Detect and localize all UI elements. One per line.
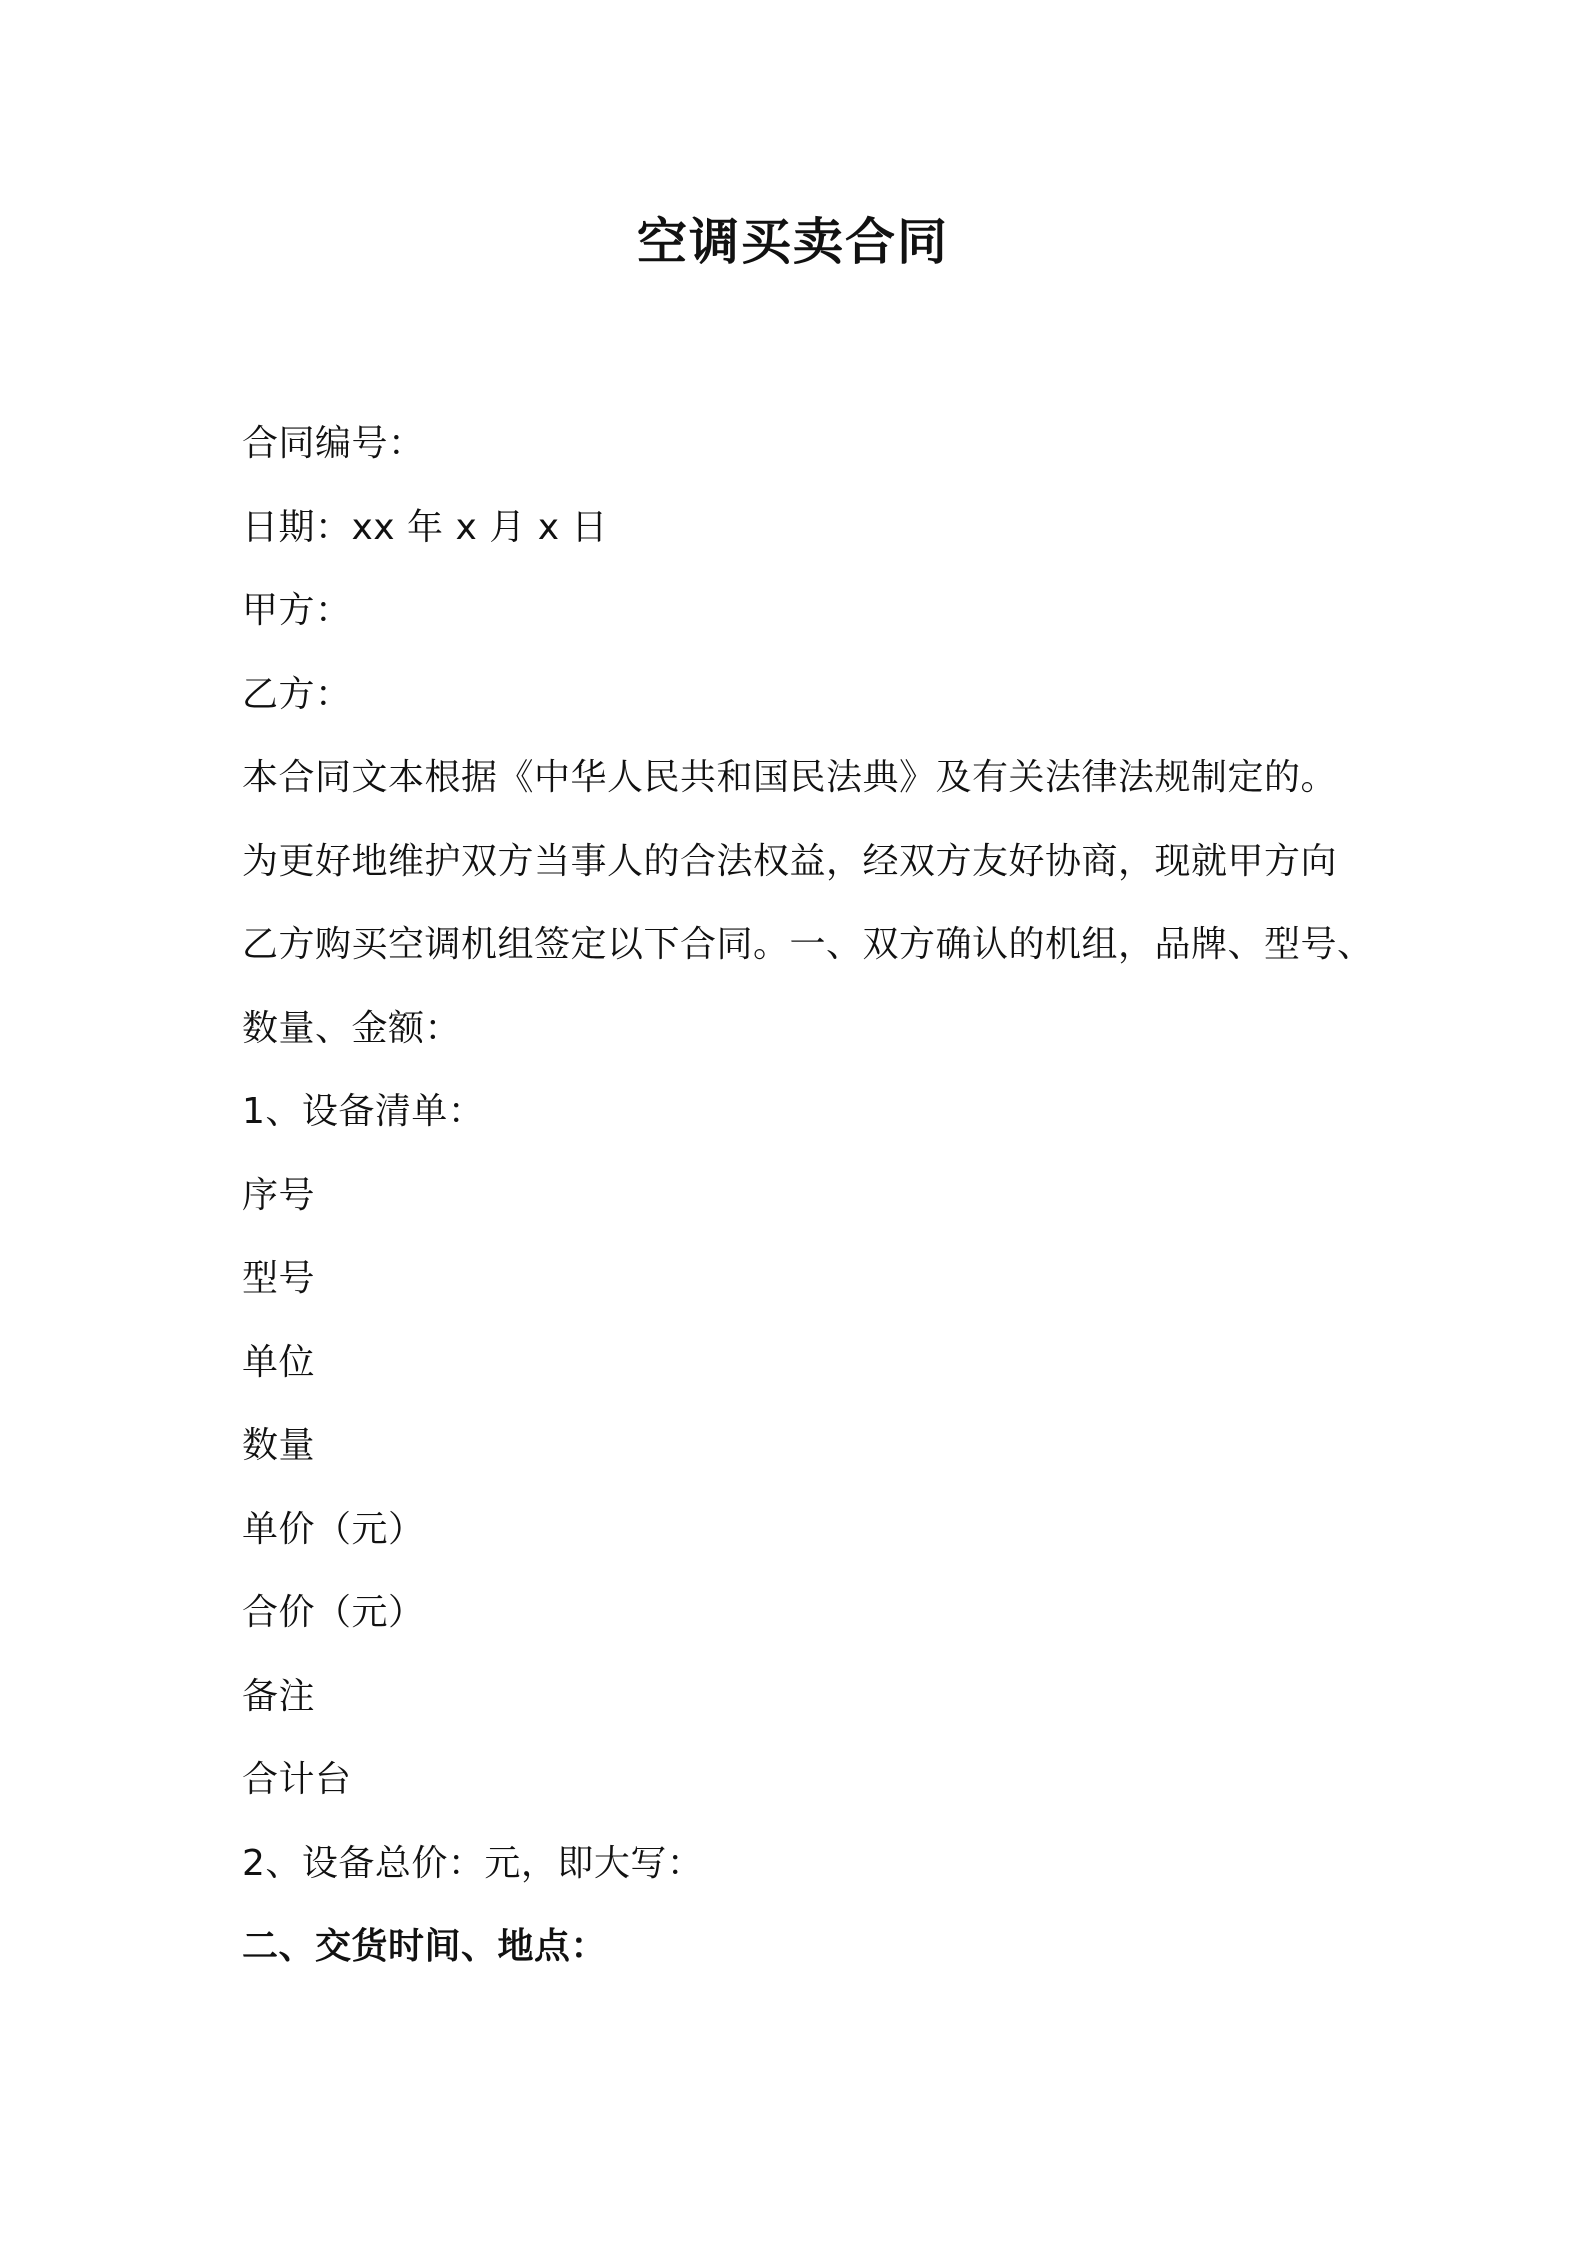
section-heading: 二、交货时间、地点： <box>242 1926 608 1967</box>
list-item: 单价（元） <box>242 1508 425 1550</box>
document-title: 空调买卖合同 <box>637 213 949 271</box>
list-item: 合计台 <box>242 1759 352 1800</box>
list-item: 备注 <box>242 1675 316 1717</box>
paragraph-line: 本合同文本根据《中华人民共和国民法典》及有关法律法规制定的。 <box>242 757 1338 798</box>
paragraph-line: 为更好地维护双方当事人的合法权益，经双方友好协商，现就甲方向 <box>242 840 1338 882</box>
section-heading: 1、设备清单： <box>242 1091 485 1132</box>
date-line: 日期：xx 年 x 月 x 日 <box>242 506 608 548</box>
list-item: 序号 <box>242 1174 316 1216</box>
total-price-line: 2、设备总价：元，即大写： <box>242 1842 704 1884</box>
party-a-line: 甲方： <box>242 590 352 631</box>
list-item: 数量 <box>242 1425 316 1466</box>
paragraph-line: 乙方购买空调机组签定以下合同。一、双方确认的机组，品牌、型号、 <box>242 924 1374 965</box>
party-b-line: 乙方： <box>242 673 352 715</box>
list-item: 型号 <box>242 1258 316 1299</box>
document-body <box>242 402 1374 1989</box>
paragraph-line: 数量、金额： <box>242 1007 462 1049</box>
contract-number-line: 合同编号： <box>242 423 425 464</box>
list-item: 单位 <box>242 1341 316 1383</box>
list-item: 合价（元） <box>242 1592 425 1633</box>
